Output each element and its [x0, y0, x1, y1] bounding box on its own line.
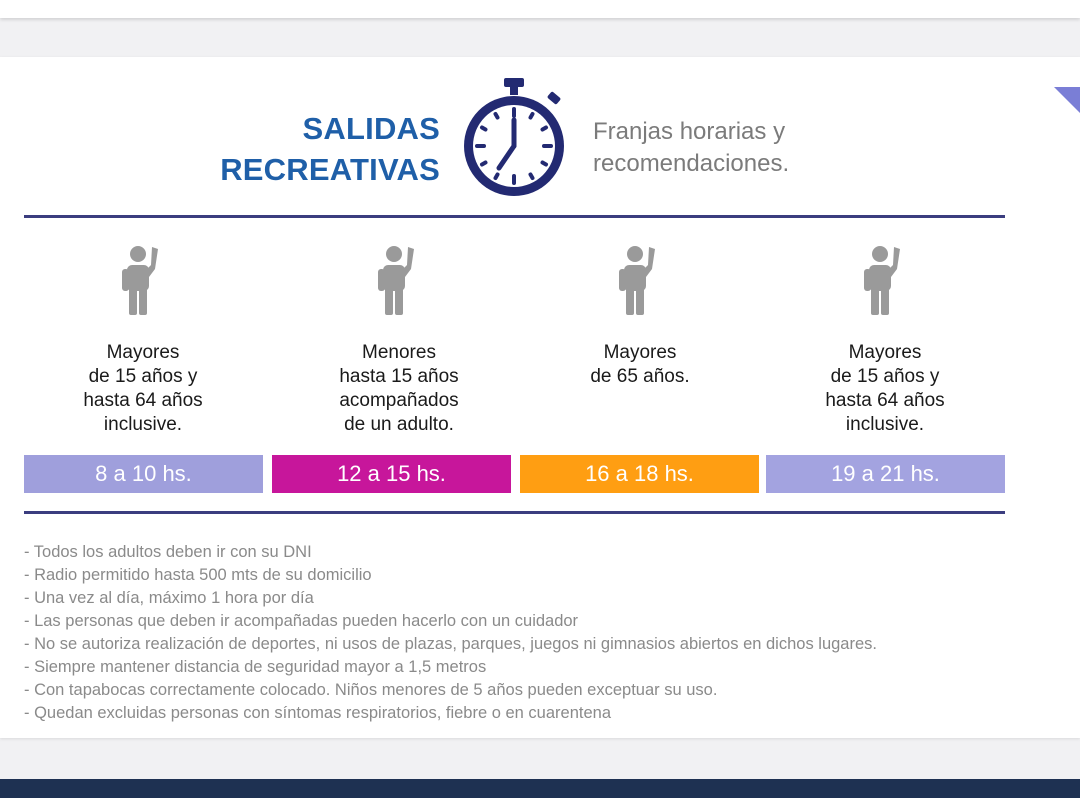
subtitle-line-1: Franjas horarias y	[593, 118, 786, 145]
note-item: - Con tapabocas correctamente colocado. Niños menores de 5 años pueden exceptuar su uso.	[24, 681, 718, 699]
group-2-description: Menores hasta 15 años acompañados de un adulto.	[339, 342, 459, 435]
subtitle-line-2: recomendaciones.	[593, 150, 790, 177]
page-title	[220, 108, 440, 190]
note-item: - Quedan excluidas personas con síntomas respiratorios, fiebre o en cuarentena	[24, 704, 611, 722]
subtitle	[593, 116, 893, 180]
stopwatch-icon	[460, 76, 568, 202]
group-4-description: Mayores de 15 años y hasta 64 años inclusive.	[825, 342, 945, 435]
note-item: - Una vez al día, máximo 1 hora por día	[24, 589, 314, 607]
corner-triangle	[1054, 87, 1080, 113]
note-item: - Siempre mantener distancia de seguridad mayor a 1,5 metros	[24, 658, 487, 676]
group-3-description: Mayores de 65 años.	[590, 342, 690, 387]
note-item: - Radio permitido hasta 500 mts de su domicilio	[24, 566, 372, 584]
time-band-4: 19 a 21 hs.	[766, 455, 1005, 493]
infographic-slide	[0, 57, 1080, 738]
time-band-2: 12 a 15 hs.	[272, 455, 511, 493]
previous-card-edge	[0, 0, 1080, 18]
title-line-1: SALIDAS	[302, 111, 440, 146]
note-item: - Las personas que deben ir acompañadas pueden hacerlo con un cuidador	[24, 612, 579, 630]
next-card-edge	[0, 779, 1080, 798]
time-band-1: 8 a 10 hs.	[24, 455, 263, 493]
bottom-divider	[24, 511, 1005, 514]
time-band-3: 16 a 18 hs.	[520, 455, 759, 493]
note-item: - No se autoriza realización de deportes, ni usos de plazas, parques, juegos ni gimnasios abiertos en dichos lugares.	[24, 635, 877, 653]
person-waving-icon	[863, 243, 907, 315]
top-divider	[24, 215, 1005, 218]
group-1-description: Mayores de 15 años y hasta 64 años inclusive.	[83, 342, 203, 435]
note-item: - Todos los adultos deben ir con su DNI	[24, 543, 312, 561]
person-waving-icon	[618, 243, 662, 315]
title-line-2: RECREATIVAS	[220, 152, 440, 187]
recommendations-list	[24, 541, 1024, 725]
person-waving-icon	[121, 243, 165, 315]
person-waving-icon	[377, 243, 421, 315]
